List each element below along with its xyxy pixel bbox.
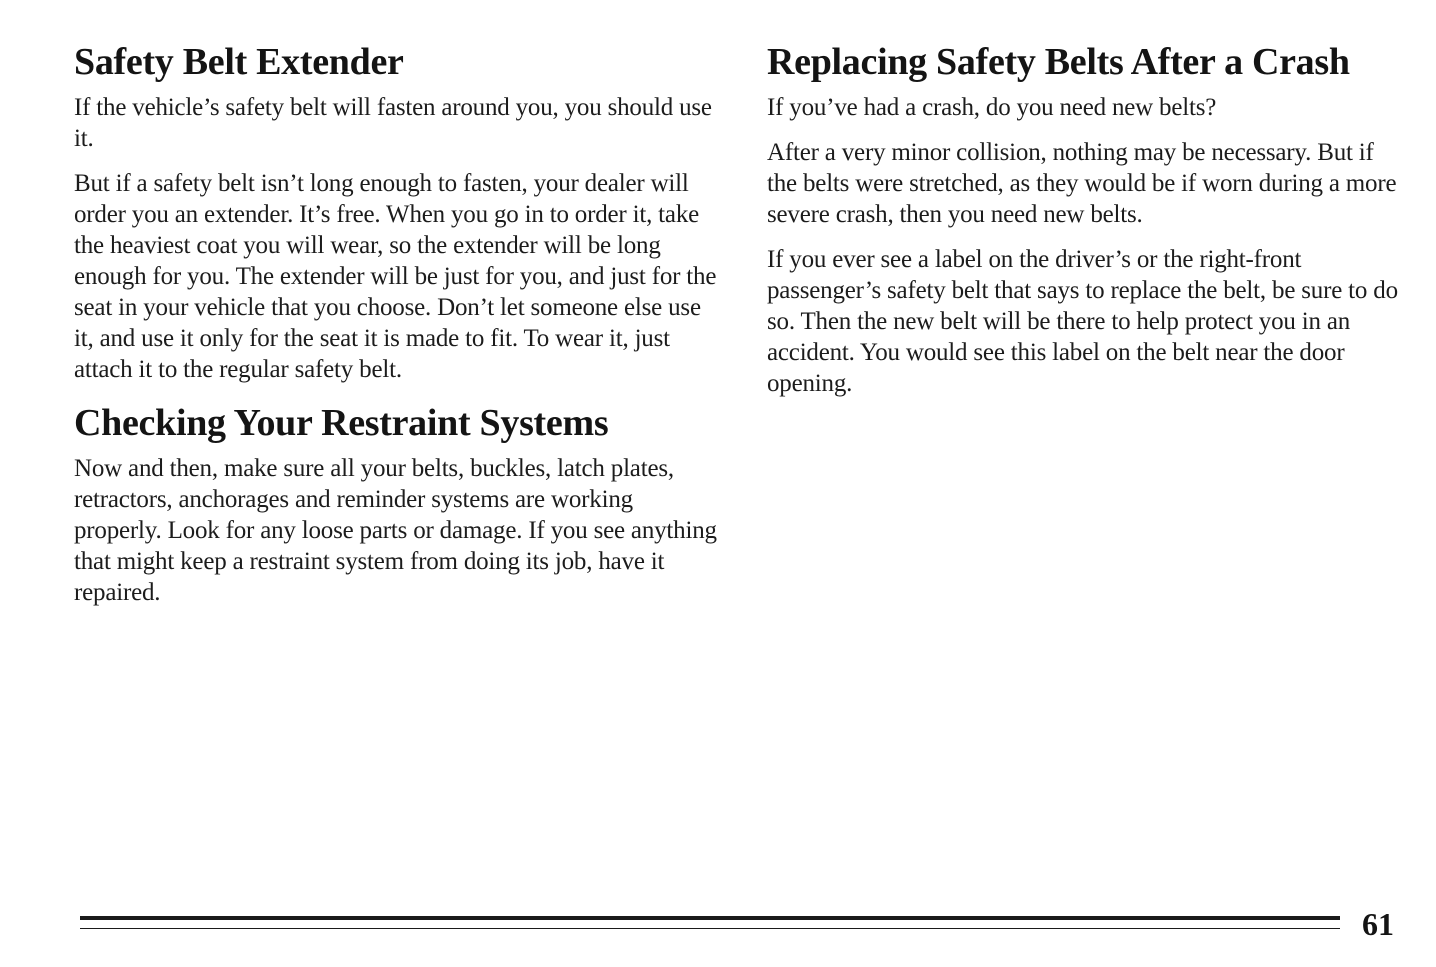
right-column <box>767 38 1407 413</box>
section-heading: Checking Your Restraint Systems <box>74 402 609 444</box>
left-column <box>74 38 724 622</box>
footer-rule-thin-line <box>80 928 1340 929</box>
page-number: 61 <box>1362 906 1394 942</box>
safety-belt-extender-section <box>74 38 724 385</box>
section-heading: Replacing Safety Belts After a Crash <box>767 41 1350 83</box>
checking-restraint-systems-section <box>74 399 724 608</box>
paragraph: After a very minor collision, nothing may be necessary. But if the belts were stretched, as they would be if worn during a more severe crash, then you need new belts. <box>767 139 1397 228</box>
paragraph: But if a safety belt isn’t long enough to fasten, your dealer will order you an extender. It’s free. When you go in to order it, take the heaviest coat you will wear, so the extender will be long enough for you. The extender will be just for you, and just for the seat in your vehicle that you choose. Don’t let someone else use it, and use it only for the seat it is made to fit. To wear it, just attach it to the regular safety belt. <box>74 170 717 383</box>
footer-rule <box>80 916 1340 932</box>
paragraph: If you’ve had a crash, do you need new belts? <box>767 94 1217 121</box>
footer-rule-thick-line <box>80 916 1340 920</box>
paragraph: If the vehicle’s safety belt will fasten around you, you should use it. <box>74 94 712 152</box>
paragraph: If you ever see a label on the driver’s or the right-front passenger’s safety belt that says to replace the belt, be sure to do so. Then the new belt will be there to help protect you in an accident. You would see this label on the belt near the door opening. <box>767 246 1398 397</box>
replacing-safety-belts-section <box>767 38 1407 399</box>
section-heading: Safety Belt Extender <box>74 41 404 83</box>
paragraph: Now and then, make sure all your belts, buckles, latch plates, retractors, anchorages and reminder systems are working properly. Look for any loose parts or damage. If you see anything that might keep a restraint system from doing its job, have it repaired. <box>74 455 717 606</box>
